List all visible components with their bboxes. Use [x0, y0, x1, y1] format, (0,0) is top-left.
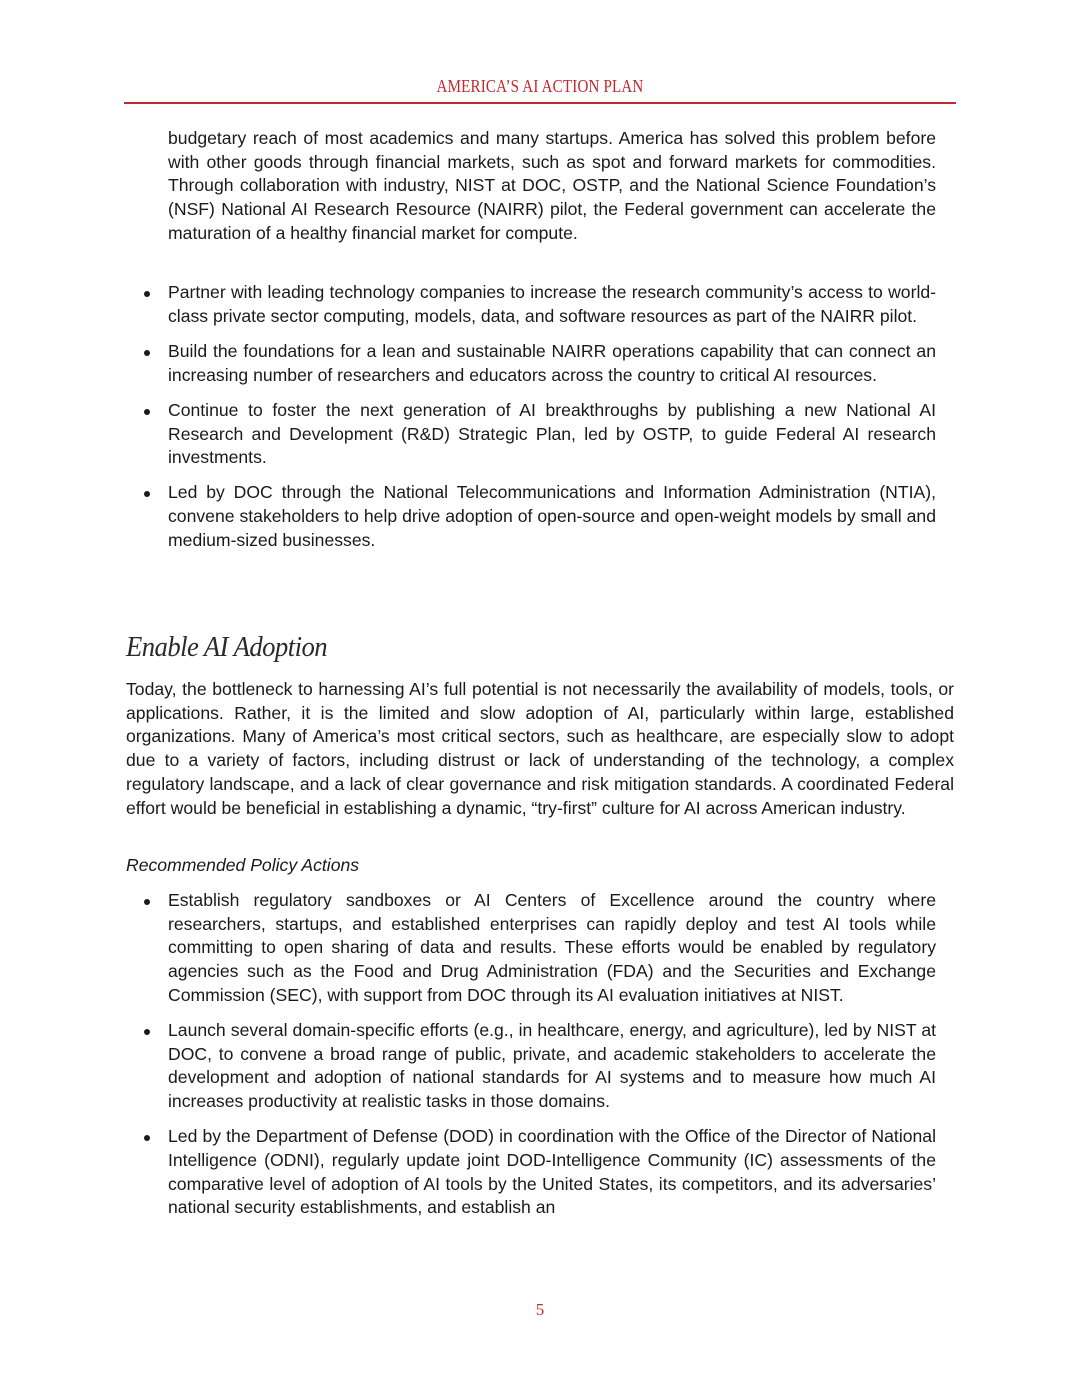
bullet-list-policy-actions — [168, 889, 936, 1232]
list-item-text: Led by DOC through the National Telecommunications and Information Administration (NTIA), convene stakeholders to help drive adoption of open-source and open-weight models by small and medium-sized businesses. — [168, 482, 936, 550]
bullet-icon — [144, 1135, 150, 1141]
list-item-text: Continue to foster the next generation of AI breakthroughs by publishing a new National AI Research and Development (R&D) Strategic Plan, led by OSTP, to guide Federal AI research investments. — [168, 399, 936, 468]
section-intro-paragraph: Today, the bottleneck to harnessing AI’s full potential is not necessarily the availability of models, tools, or applications. Rather, it is the limited and slow adoption of AI, particularly within large, established organizations. Many of America’s most critical sectors, such as healthcare, are especially slow to adopt due to a variety of factors, including distrust or lack of understanding of the technology, a complex regulatory landscape, and a lack of clear governance and risk mitigation standards. A coordinated Federal effort would be beneficial in establishing a dynamic, “try-first” culture for AI across American industry. — [126, 679, 954, 818]
bullet-icon — [144, 291, 150, 297]
list-item — [168, 399, 936, 470]
header-divider — [124, 102, 956, 104]
list-item-text: Partner with leading technology companies to increase the research community’s access to world-class private sector computing, models, data, and software resources as part of the NAIRR pilot. — [168, 282, 936, 326]
list-item — [168, 281, 936, 328]
list-item-text: Launch several domain-specific efforts (e.g., in healthcare, energy, and agriculture), led by NIST at DOC, to convene a broad range of public, private, and academic stakeholders to accelerate the development and adoption of national standards for AI systems and to measure how much AI increases productivity at realistic tasks in those domains. — [168, 1020, 936, 1112]
continuation-paragraph: budgetary reach of most academics and many startups. America has solved this problem before with other goods through financial markets, such as spot and forward markets for commodities. Through collaboration with industry, NIST at DOC, OSTP, and the National Science Foundation’s (NSF) National AI Research Resource (NAIRR) pilot, the Federal government can accelerate the maturation of a healthy financial market for compute. — [168, 128, 936, 243]
list-item-text: Build the foundations for a lean and sustainable NAIRR operations capability that can connect an increasing number of researchers and educators across the country to critical AI resources. — [168, 340, 936, 385]
list-item — [168, 481, 936, 552]
list-item — [168, 1019, 936, 1114]
list-item-text: Establish regulatory sandboxes or AI Centers of Excellence around the country where researchers, startups, and established enterprises can rapidly deploy and test AI tools while committing to open sharing of data and results. These efforts would be enabled by regulatory agencies such as the Food and Drug Administration (FDA) and the Securities and Exchange Commission (SEC), with support from DOC through its AI evaluation initiatives at NIST. — [168, 890, 936, 1005]
list-item-text: Led by the Department of Defense (DOD) in coordination with the Office of the Director of National Intelligence (ODNI), regularly update joint DOD-Intelligence Community (IC) assessments of the comparative level of adoption of AI tools by the United States, its competitors, and its adversaries’ national security establishments, and establish an — [168, 1126, 936, 1218]
running-header: AMERICA’S AI ACTION PLAN — [436, 76, 644, 96]
bullet-icon — [144, 899, 150, 905]
list-item — [168, 340, 936, 387]
bullet-icon — [144, 1029, 150, 1035]
bullet-icon — [144, 409, 150, 415]
subheading-policy-actions: Recommended Policy Actions — [126, 855, 360, 875]
section-heading: Enable AI Adoption — [126, 631, 328, 663]
bullet-icon — [144, 350, 150, 356]
bullet-list-compute — [168, 281, 936, 564]
list-item — [168, 1125, 936, 1220]
page-number: 5 — [535, 1300, 545, 1319]
list-item — [168, 889, 936, 1008]
bullet-icon — [144, 491, 150, 497]
